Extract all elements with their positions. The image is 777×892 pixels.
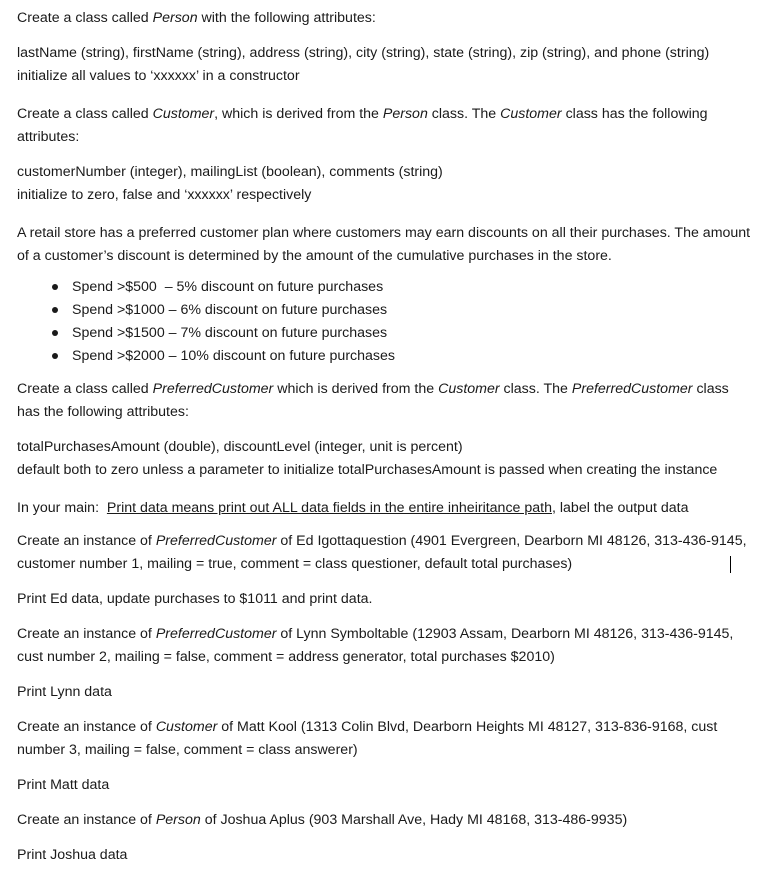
preferred-intro: Create a class called PreferredCustomer which is derived from the Customer class. The PreferredCustomer class has the following attributes: [17, 381, 729, 420]
lynn-instance: Create an instance of PreferredCustomer of Lynn Symboltable (12903 Assam, Dearborn MI 48126, 313-436-9145, cust number 2, mailing = false, comment = address generator, total purchases $2010) [17, 626, 734, 665]
class-name-customer: Customer [152, 106, 215, 122]
main-instructions: In your main: Print data means print out ALL data fields in the entire inheiritance path, label the output data [17, 500, 689, 516]
person-init-note: initialize all values to ‘xxxxxx’ in a constructor [17, 68, 300, 84]
base-class-customer: Customer [438, 381, 500, 397]
joshua-print-step: Print Joshua data [17, 847, 128, 863]
customer-attributes: customerNumber (integer), mailingList (boolean), comments (string) [17, 164, 443, 180]
lynn-print-step: Print Lynn data [17, 684, 112, 700]
matt-instance: Create an instance of Customer of Matt Kool (1313 Colin Blvd, Dearborn Heights MI 48127, 313-836-9168, cust number 3, mailing = false, comment = class answerer) [17, 719, 718, 758]
class-name-person: Person [152, 10, 198, 26]
discount-tier-item: Spend >$1500 – 7% discount on future purchases [52, 322, 755, 345]
preferred-init-note: default both to zero unless a parameter to initialize totalPurchasesAmount is passed when creating the instance [17, 462, 718, 478]
discount-tier-list [17, 276, 755, 368]
preferred-attributes: totalPurchasesAmount (double), discountLevel (integer, unit is percent) [17, 439, 463, 455]
discount-tier-item: Spend >$2000 – 10% discount on future purchases [52, 345, 755, 368]
discount-plan-description: A retail store has a preferred customer plan where customers may earn discounts on all their purchases. The amount of a customer’s discount is determined by the amount of the cumulative purchases in the store. [17, 225, 751, 264]
base-class-person: Person [382, 106, 428, 122]
matt-print-step: Print Matt data [17, 777, 110, 793]
ed-instance: Create an instance of PreferredCustomer of Ed Igottaquestion (4901 Evergreen, Dearborn MI 48126, 313-436-9145, customer number 1, mailing = true, comment = class questioner, default total purchases) [17, 533, 747, 572]
person-intro: Create a class called Person with the following attributes: [17, 10, 376, 26]
class-name-preferred-customer: PreferredCustomer [152, 381, 274, 397]
discount-tier-item: Spend >$1000 – 6% discount on future purchases [52, 299, 755, 322]
discount-tier-item: Spend >$500 – 5% discount on future purchases [52, 276, 755, 299]
customer-init-note: initialize to zero, false and ‘xxxxxx’ respectively [17, 187, 312, 203]
joshua-instance: Create an instance of Person of Joshua Aplus (903 Marshall Ave, Hady MI 48168, 313-486-9935) [17, 812, 628, 828]
text-cursor [730, 556, 731, 573]
person-attributes: lastName (string), firstName (string), address (string), city (string), state (string), zip (string), and phone (string) [17, 45, 710, 61]
ed-print-step: Print Ed data, update purchases to $1011 and print data. [17, 591, 373, 607]
print-definition: Print data means print out ALL data fields in the entire inheiritance path [106, 500, 552, 516]
customer-intro: Create a class called Customer, which is derived from the Person class. The Customer class has the following attributes: [17, 106, 708, 145]
